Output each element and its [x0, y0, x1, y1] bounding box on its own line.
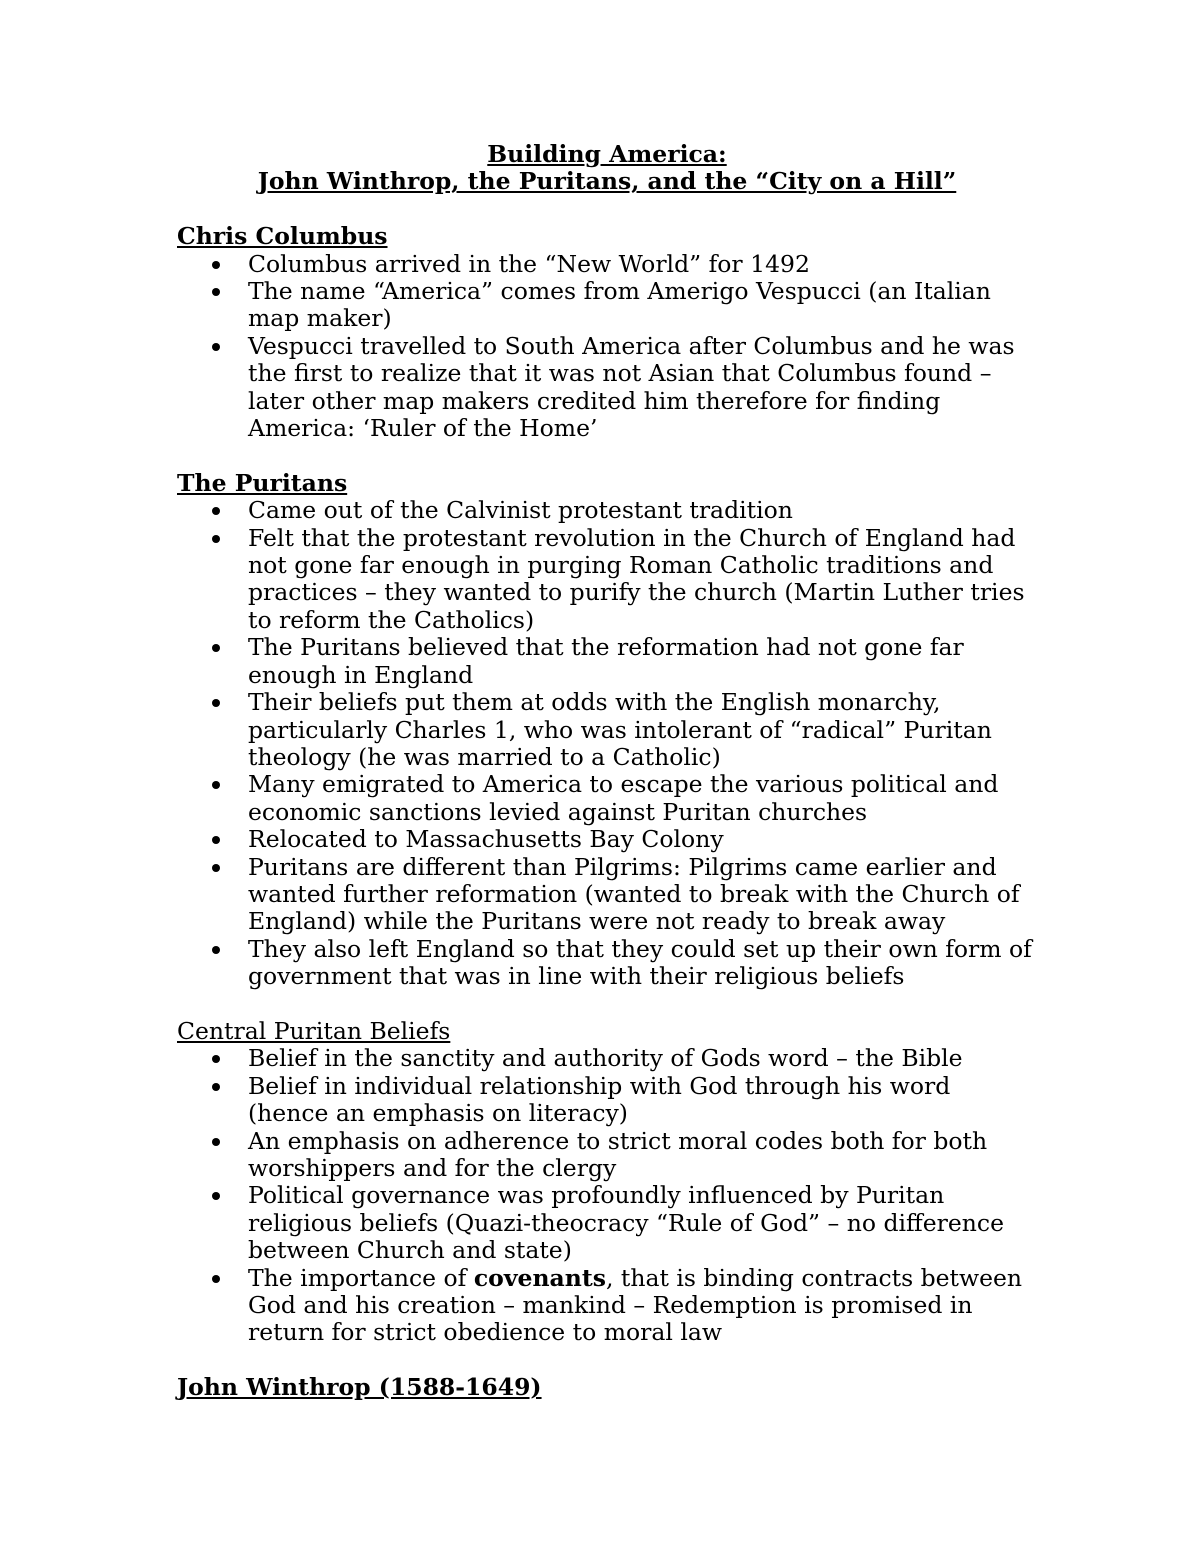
list-item-text: They also left England so that they could set up their own form of government that was in line with their religious beliefs — [248, 934, 1032, 991]
bullet-icon — [212, 1138, 220, 1146]
list-item — [177, 1045, 1037, 1072]
bullet-list-columbus — [177, 251, 1037, 443]
spacer — [177, 991, 1037, 1018]
list-item — [177, 333, 1037, 443]
emphasis-covenants: covenants — [473, 1263, 606, 1292]
list-item — [177, 771, 1037, 826]
list-item-text-before: The importance of — [248, 1263, 474, 1292]
list-item — [177, 1182, 1037, 1264]
bullet-icon — [212, 946, 220, 954]
bullet-icon — [212, 1083, 220, 1091]
bullet-icon — [212, 535, 220, 543]
section-heading-columbus: Chris Columbus — [177, 222, 388, 251]
bullet-icon — [212, 1192, 220, 1200]
bullet-icon — [212, 343, 220, 351]
document-title-line-1: Building America: — [487, 140, 727, 168]
document-page — [177, 141, 1037, 1402]
list-item — [177, 251, 1037, 278]
spacer — [177, 442, 1037, 469]
list-item — [177, 826, 1037, 853]
bullet-list-beliefs — [177, 1045, 1037, 1346]
bullet-icon — [212, 1275, 220, 1283]
list-item — [177, 525, 1037, 635]
list-item-text: An emphasis on adherence to strict moral codes both for both worshippers and for the clergy — [248, 1126, 988, 1182]
bullet-list-puritans — [177, 497, 1037, 990]
list-item — [177, 1073, 1037, 1128]
bullet-icon — [212, 836, 220, 844]
section-heading-beliefs: Central Puritan Beliefs — [177, 1016, 451, 1045]
list-item-text: The name “America” comes from Amerigo Vespucci (an Italian map maker) — [248, 277, 991, 333]
list-item-text: Vespucci travelled to South America after Columbus and he was the first to realize that it was not Asian that Columbus found – later other map makers credited him therefore for finding America: ‘Ruler of the Home’ — [248, 331, 1015, 443]
spacer — [177, 196, 1037, 223]
bullet-icon — [212, 288, 220, 296]
list-item — [177, 278, 1037, 333]
list-item-text: Felt that the protestant revolution in the Church of England had not gone far enough in purging Roman Catholic traditions and practices – they wanted to purify the church (Martin Luther tries to reform the Catholics) — [248, 523, 1025, 634]
list-item-text: Belief in the sanctity and authority of Gods word – the Bible — [248, 1044, 963, 1073]
bullet-icon — [212, 864, 220, 872]
section-heading-puritans: The Puritans — [177, 468, 348, 497]
document-title-line-2: John Winthrop, the Puritans, and the “City on a Hill” — [257, 167, 957, 196]
list-item-text: Belief in individual relationship with God through his word (hence an emphasis on literacy) — [248, 1071, 951, 1128]
bullet-icon — [212, 261, 220, 269]
spacer — [177, 1347, 1037, 1374]
bullet-icon — [212, 699, 220, 707]
list-item-text: The Puritans believed that the reformation had not gone far enough in England — [248, 633, 964, 689]
bullet-icon — [212, 781, 220, 789]
list-item — [177, 689, 1037, 771]
list-item-text: Political governance was profoundly influenced by Puritan religious beliefs (Quazi-theocracy “Rule of God” – no difference between Church and state) — [248, 1181, 1005, 1265]
list-item-text: Puritans are different than Pilgrims: Pilgrims came earlier and wanted further reformation (wanted to break with the Church of England) while the Puritans were not ready to break away — [248, 852, 1020, 936]
list-item — [177, 497, 1037, 524]
list-item-text: Columbus arrived in the “New World” for 1492 — [248, 249, 810, 278]
list-item-text: Came out of the Calvinist protestant tradition — [248, 496, 793, 525]
list-item-text-after: , that is binding contracts between God and his creation – mankind – Redemption is promised in return for strict obedience to moral law — [248, 1263, 1023, 1347]
bullet-icon — [212, 507, 220, 515]
list-item — [177, 1128, 1037, 1183]
list-item — [177, 854, 1037, 936]
list-item — [177, 936, 1037, 991]
bullet-icon — [212, 644, 220, 652]
list-item — [177, 634, 1037, 689]
list-item-text: Many emigrated to America to escape the various political and economic sanctions levied against Puritan churches — [248, 770, 999, 826]
list-item-text: Their beliefs put them at odds with the English monarchy, particularly Charles 1, who was intolerant of “radical” Puritan theology (he was married to a Catholic) — [248, 688, 992, 771]
section-heading-winthrop: John Winthrop (1588-1649) — [177, 1373, 542, 1402]
list-item-text: Relocated to Massachusetts Bay Colony — [248, 825, 724, 854]
bullet-icon — [212, 1055, 220, 1063]
list-item — [177, 1265, 1037, 1347]
